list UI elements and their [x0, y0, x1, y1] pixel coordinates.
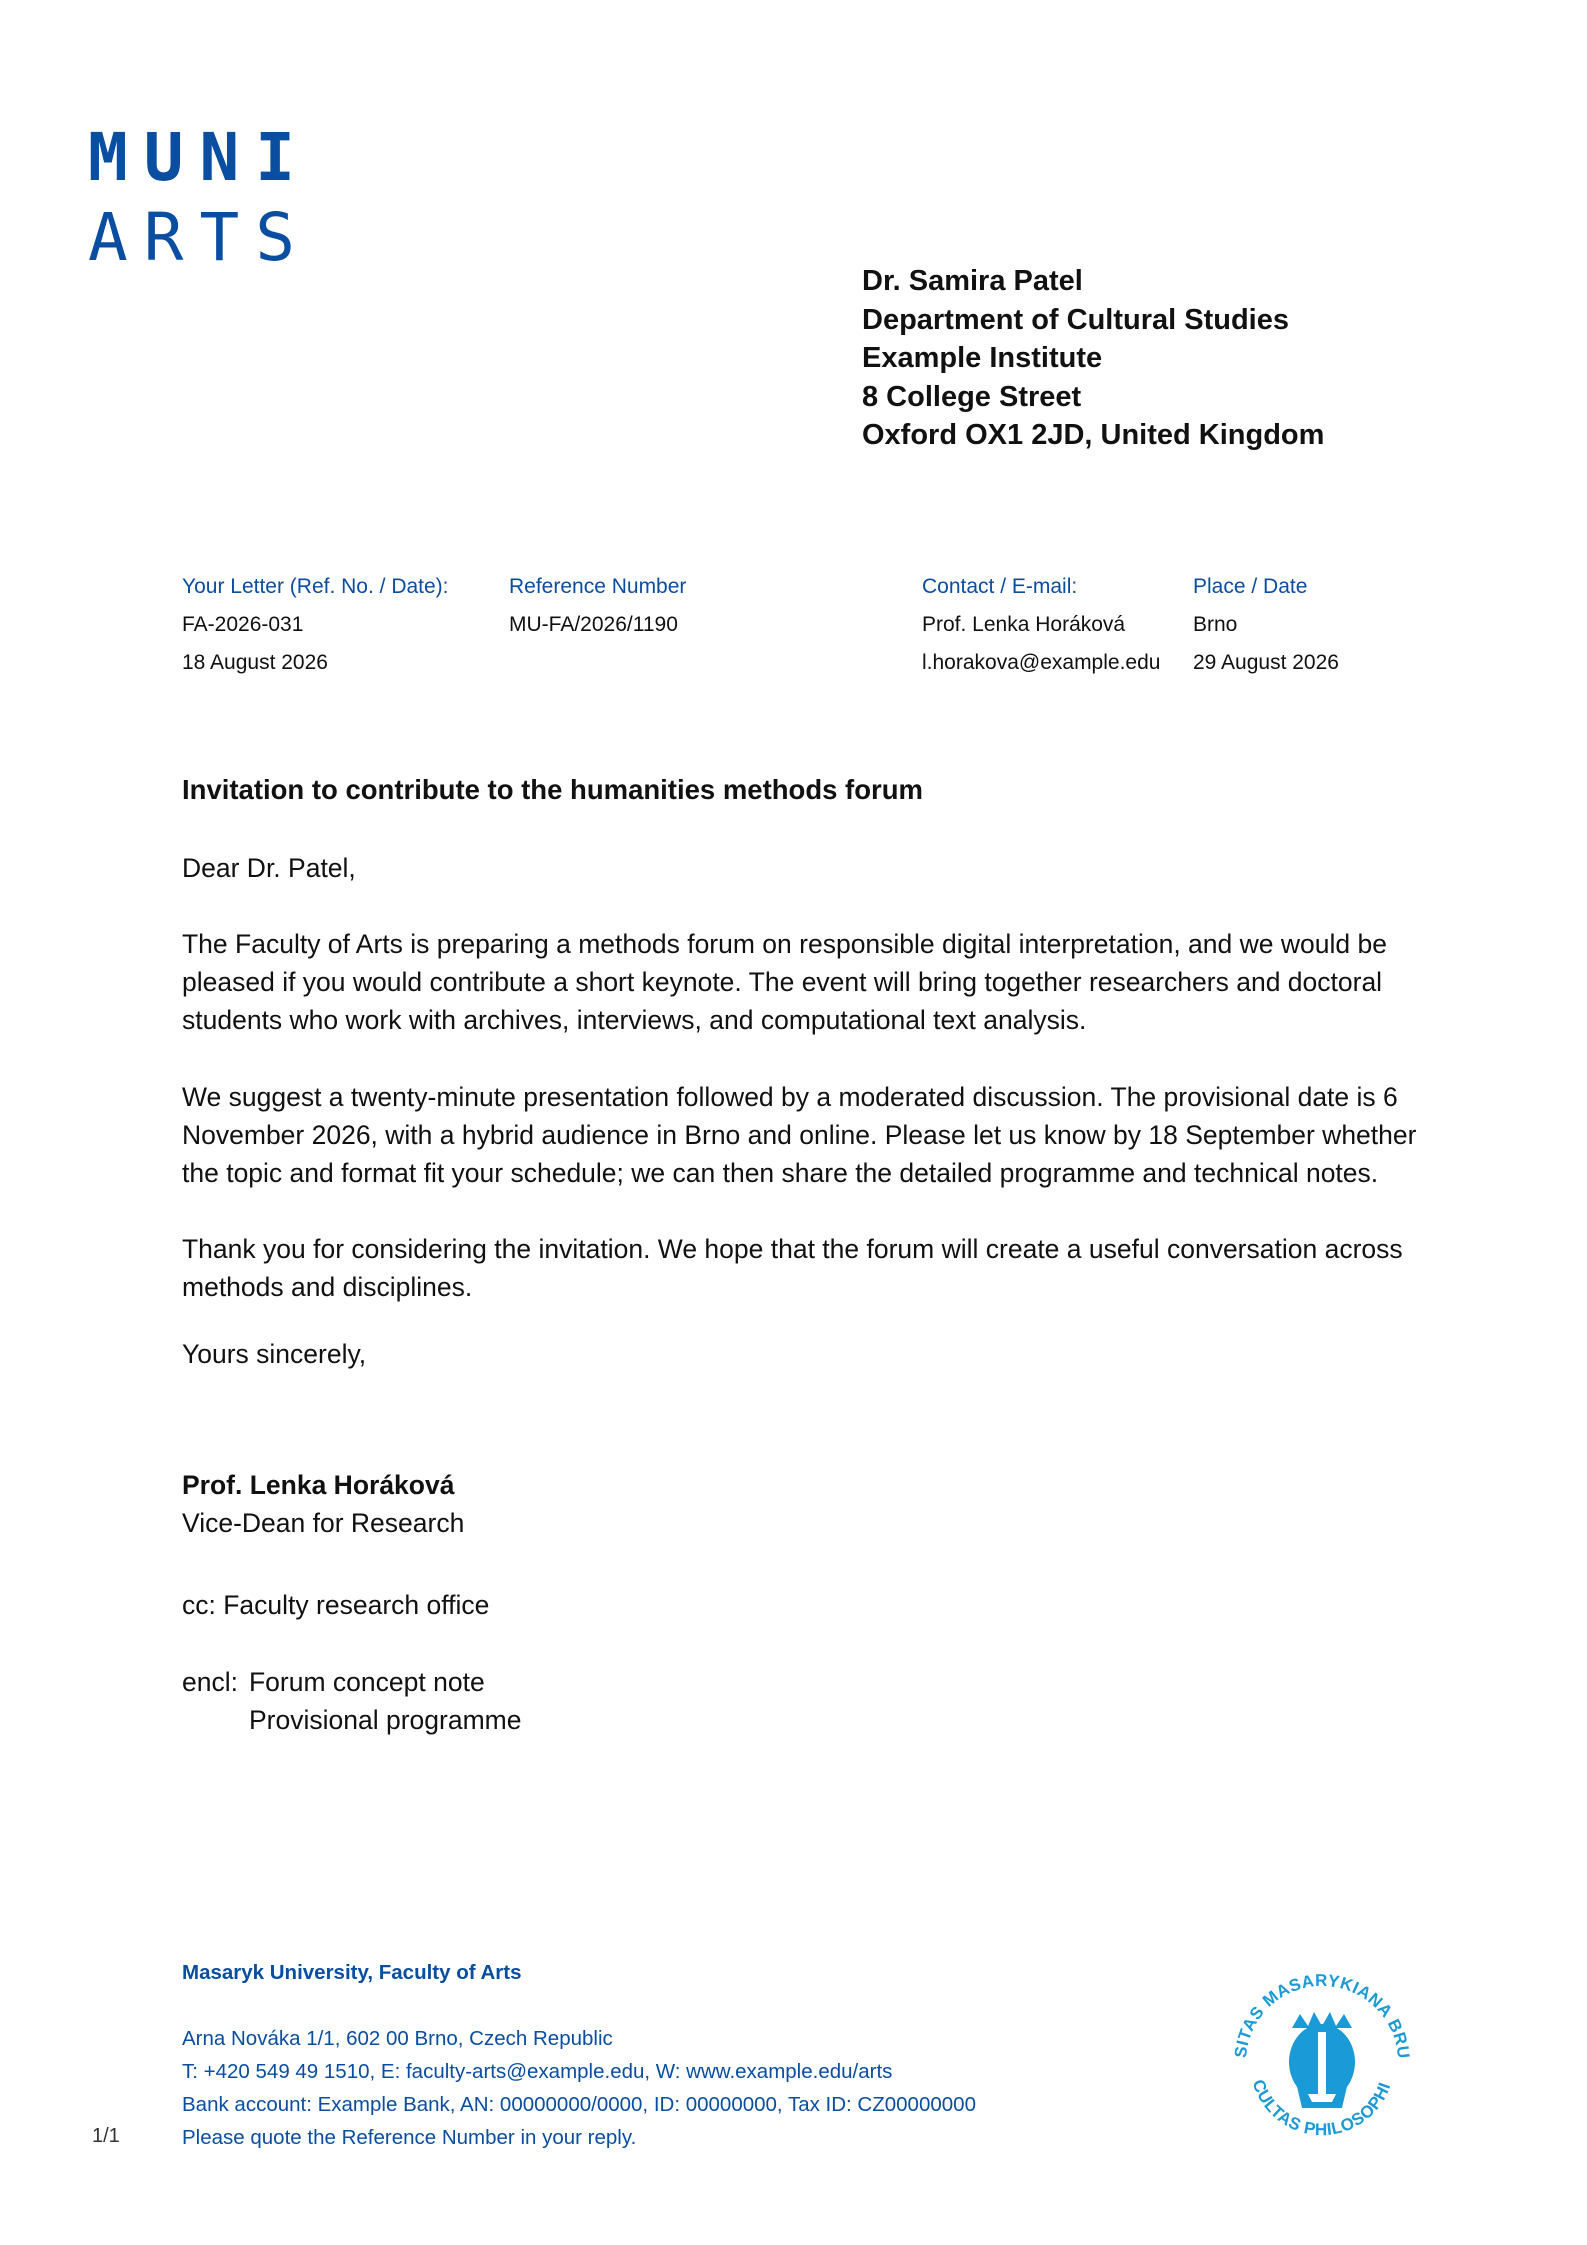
footer-organization: Masaryk University, Faculty of Arts — [182, 1961, 522, 1984]
reference-number-value: MU-FA/2026/1190 — [509, 613, 678, 636]
footer-contact: T: +420 549 49 1510, E: faculty-arts@example.edu, W: www.example.edu/arts — [182, 2060, 893, 2083]
place-value: Brno — [1193, 613, 1238, 636]
encl-label: encl: — [182, 1667, 238, 1697]
cc-label: cc: — [182, 1590, 216, 1620]
date-value: 29 August 2026 — [1193, 651, 1339, 674]
paragraph-text: We suggest a twenty-minute presentation followed by a moderated discussion. The provisional date is 6 November 2026, with a hybrid audience in Brno and online. Please let us know by 18 September whether the topic and format fit your schedule; we can then share the detailed programme and technical notes. — [182, 1082, 1417, 1188]
letter-paragraph-3 — [182, 1230, 1422, 1306]
page-number: 1/1 — [92, 2125, 120, 2147]
your-letter-date: 18 August 2026 — [182, 651, 328, 674]
place-date-label: Place / Date — [1193, 575, 1308, 598]
seal-emblem — [1289, 2012, 1355, 2108]
paragraph-text: Thank you for considering the invitation. We hope that the forum will create a useful conversation across methods and disciplines. — [182, 1234, 1403, 1302]
your-letter-ref: FA-2026-031 — [182, 613, 304, 636]
recipient-address — [862, 262, 1324, 455]
letter-subject: Invitation to contribute to the humanities methods forum — [182, 774, 923, 805]
recipient-department: Department of Cultural Studies — [862, 303, 1289, 336]
cc-line — [182, 1586, 489, 1624]
recipient-name: Dr. Samira Patel — [862, 265, 1083, 297]
letter-paragraph-1 — [182, 925, 1422, 1039]
contact-name: Prof. Lenka Horáková — [922, 613, 1126, 636]
letter-paragraph-2 — [182, 1078, 1422, 1192]
footer-bank: Bank account: Example Bank, AN: 00000000/0000, ID: 00000000, Tax ID: CZ00000000 — [182, 2093, 976, 2116]
logo-muni-arts — [88, 118, 311, 278]
reference-number-label: Reference Number — [509, 575, 687, 598]
university-seal — [1222, 1962, 1422, 2162]
contact-email: l.horakova@example.edu — [922, 651, 1161, 674]
contact-label: Contact / E-mail: — [922, 575, 1078, 598]
your-letter-label: Your Letter (Ref. No. / Date): — [182, 575, 449, 598]
signature-title: Vice-Dean for Research — [182, 1508, 465, 1538]
encl-item-1: Forum concept note — [249, 1667, 485, 1697]
signature-name: Prof. Lenka Horáková — [182, 1470, 455, 1500]
logo-line-muni: MUNI — [88, 119, 311, 196]
encl-item-2: Provisional programme — [249, 1705, 522, 1735]
seal-bottom-text: CULTAS PHILOSOPHI — [1248, 2077, 1395, 2140]
seal-top-text: SITAS MASARYKIANA BRU — [1230, 1970, 1414, 2060]
recipient-city: Oxford OX1 2JD, United Kingdom — [862, 419, 1325, 451]
seal-icon — [1222, 1962, 1422, 2162]
closing: Yours sincerely, — [182, 1339, 367, 1369]
paragraph-text: The Faculty of Arts is preparing a methods forum on responsible digital interpretation, and we would be pleased if you would contribute a short keynote. The event will bring together researchers and doctoral students who work with archives, interviews, and computational text analysis. — [182, 929, 1387, 1035]
logo-line-arts: ARTS — [88, 199, 311, 276]
recipient-institute: Example Institute — [862, 342, 1103, 374]
footer-note: Please quote the Reference Number in your reply. — [182, 2126, 637, 2149]
salutation: Dear Dr. Patel, — [182, 853, 356, 883]
recipient-street: 8 College Street — [862, 380, 1082, 413]
footer-address: Arna Nováka 1/1, 602 00 Brno, Czech Republic — [182, 2027, 613, 2050]
cc-value: Faculty research office — [223, 1590, 490, 1620]
